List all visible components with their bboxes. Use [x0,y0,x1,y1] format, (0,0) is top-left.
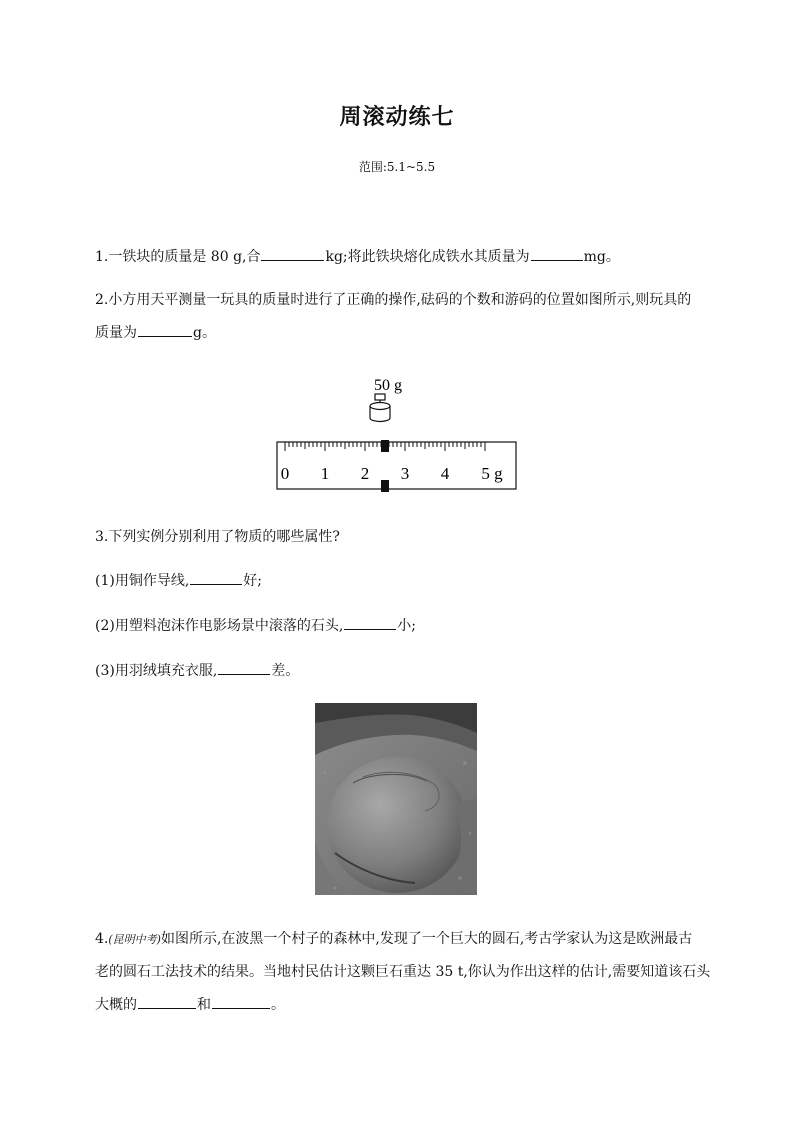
balance-figure [270,370,530,500]
question-2-line-2 [95,322,216,342]
q4-blank-1[interactable] [138,994,196,1009]
q1-blank-1[interactable] [261,246,324,261]
question-4-line-3 [95,994,285,1014]
q4-text-3c: 。 [271,997,285,1013]
scale-number: 1 [320,464,330,483]
question-2-line-1: 2.小方用天平测量一玩具的质量时进行了正确的操作,砝码的个数和游码的位置如图所示,则玩具的 [95,292,692,308]
q3-i2-text-1: (2)用塑料泡沫作电影场景中滚落的石头, [95,618,344,634]
q1-text-1: 1.一铁块的质量是 80 g,合 [95,249,261,265]
q3-i1-text-1: (1)用铜作导线, [95,573,190,589]
page-title: 周滚动练七 [339,104,455,130]
q4-blank-2[interactable] [212,994,270,1009]
q4-source-tag: (昆明中考) [108,933,161,946]
rider-bottom[interactable] [381,480,389,492]
q1-text-3: mg。 [583,249,620,265]
scale-end-label: 5 g [481,464,503,483]
q4-text-3a: 大概的 [95,997,137,1013]
scale-number: 0 [280,464,290,483]
weight-label: 50 g [374,377,402,394]
q1-blank-2[interactable] [531,246,583,261]
question-3-item-2 [95,615,416,635]
q2-text-2: g。 [193,325,216,341]
q4-number: 4. [95,931,109,947]
question-3-item-1 [95,570,262,590]
rider-scale-bar [277,442,516,489]
q3-i3-blank[interactable] [218,660,270,675]
q3-i2-blank[interactable] [344,615,396,630]
q3-i3-text-1: (3)用羽绒填充衣服, [95,663,218,679]
question-1 [95,246,620,266]
question-3-item-3 [95,660,299,680]
page-range: 范围:5.1~5.5 [358,160,436,174]
q2-text-1: 质量为 [95,325,137,341]
rider-top[interactable] [381,440,389,452]
q3-i2-text-2: 小; [397,618,416,634]
q3-i3-text-2: 差。 [271,663,300,679]
q4-text-1: 如图所示,在波黑一个村子的森林中,发现了一个巨大的圆石,考古学家认为这是欧洲最古 [160,931,693,947]
q4-text-3b: 和 [197,997,211,1013]
scale-number: 4 [440,464,450,483]
question-3-stem: 3.下列实例分别利用了物质的哪些属性? [95,529,340,545]
question-4-line-2: 老的圆石工法技术的结果。当地村民估计这颗巨石重达 35 t,你认为作出这样的估计,需要知道该石头 [95,964,711,980]
scale-number: 2 [360,464,370,483]
weight-icon [370,394,390,422]
q3-i1-blank[interactable] [190,570,242,585]
q3-i1-text-2: 好; [243,573,262,589]
scale-number: 3 [400,464,410,483]
q2-blank[interactable] [138,322,192,337]
q1-text-2: kg;将此铁块熔化成铁水其质量为 [325,249,530,265]
question-4-line-1 [95,928,692,948]
boulder-photo [315,703,477,895]
